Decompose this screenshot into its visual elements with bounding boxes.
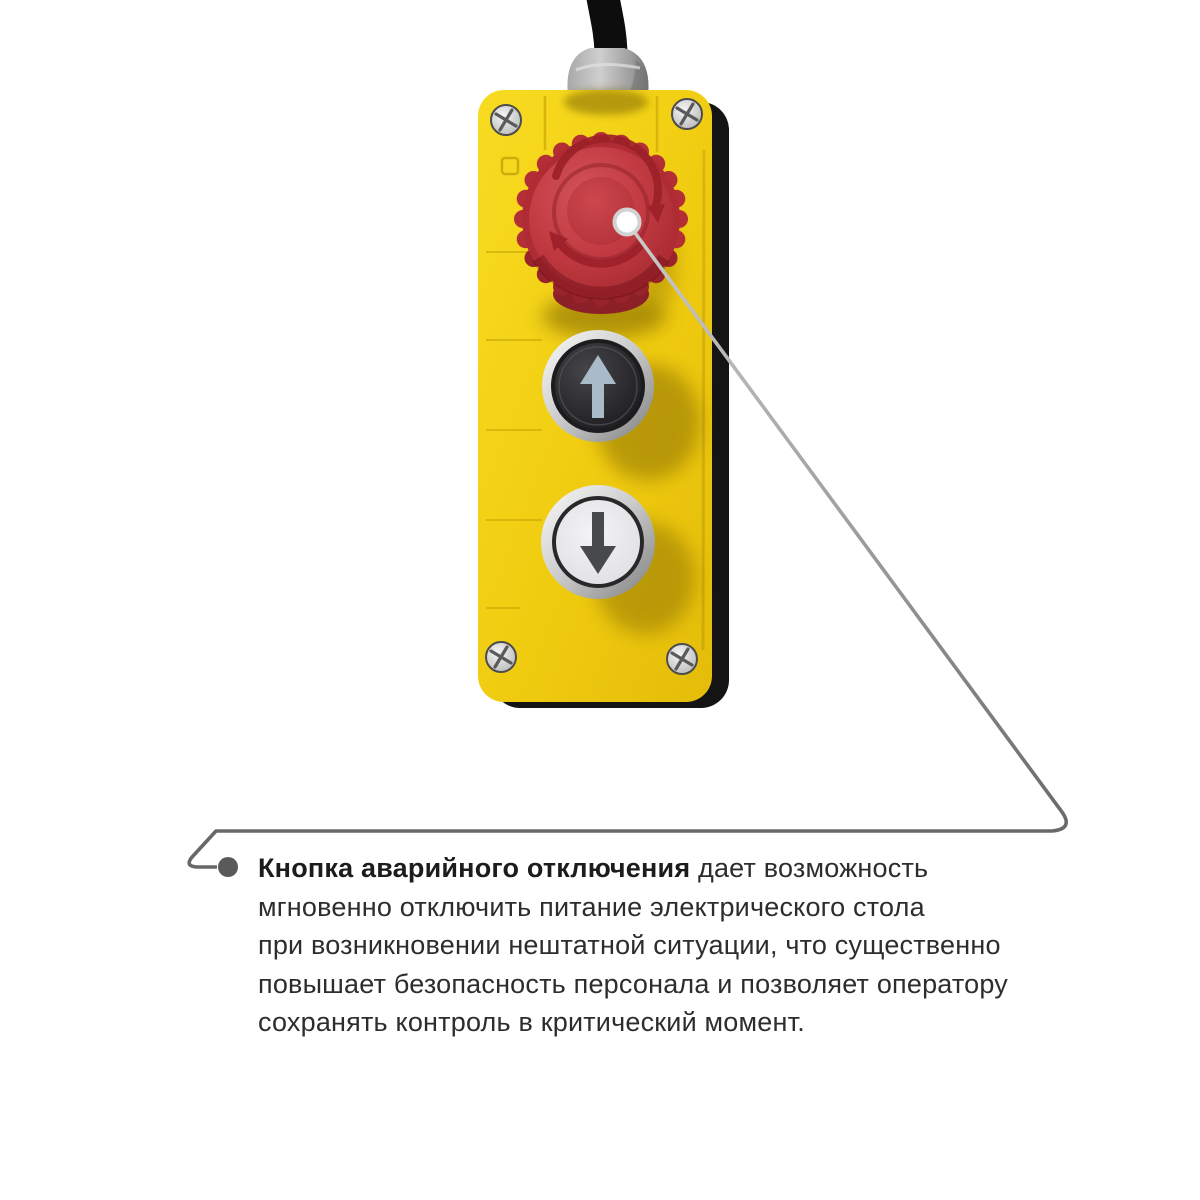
annotation-line-4: повышает безопасность персонала и позволяет оператору xyxy=(258,968,1009,999)
annotation-lead-rest: дает возможность xyxy=(690,853,929,883)
annotation-text xyxy=(258,849,1048,1042)
callout-target-dot xyxy=(615,210,640,235)
screw-bottom-left xyxy=(486,642,516,672)
callout-bullet xyxy=(218,857,238,877)
up-button xyxy=(542,330,654,442)
annotation-line-2: мгновенно отключить питание электрического стола xyxy=(258,891,925,922)
cable xyxy=(602,0,611,52)
screw-bottom-right xyxy=(667,644,697,674)
annotation-lead-bold: Кнопка аварийного отключения xyxy=(258,853,691,883)
screw-top-right xyxy=(672,99,702,129)
annotation-line-3: при возникновении нештатной ситуации, что существенно xyxy=(258,930,1001,960)
annotation-line-1 xyxy=(258,849,1048,888)
down-button xyxy=(541,485,655,599)
cable-gland-icon xyxy=(567,48,648,96)
screw-top-left xyxy=(491,105,521,135)
annotation-line-5: сохранять контроль в критический момент. xyxy=(258,1007,805,1037)
